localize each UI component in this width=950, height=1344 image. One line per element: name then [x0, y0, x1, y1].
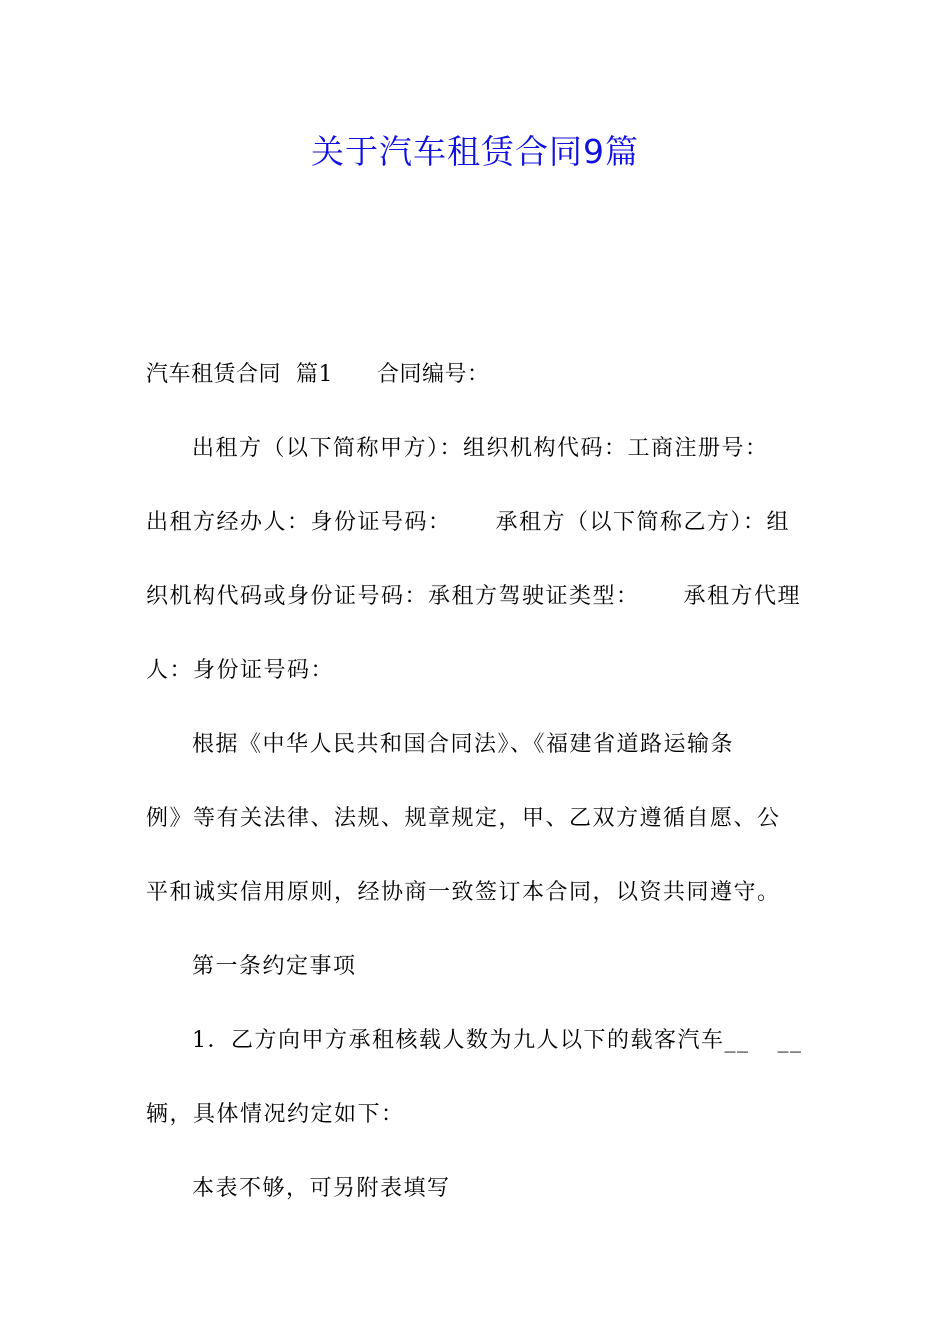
table-note [146, 1152, 806, 1226]
item-1-text-2: 辆，具体情况约定如下： [146, 1102, 405, 1127]
lessee-text-start: 承租方（以下简称乙方）：组 [495, 510, 791, 535]
document-title: 关于汽车租赁合同9篇 [311, 132, 639, 171]
preamble-line-1 [146, 708, 806, 782]
preamble-line-3 [146, 856, 806, 930]
section-title: 汽车租赁合同 篇1 [146, 362, 333, 387]
item-1-blank-b: __ [777, 1028, 803, 1053]
lessee-line [146, 560, 806, 634]
lessor-agent-line [146, 486, 806, 560]
lessor-text: 出租方（以下简称甲方）：组织机构代码：工商注册号： [192, 436, 769, 461]
lessee-agent-end: 人：身份证号码： [146, 658, 335, 683]
lessee-agent-line [146, 634, 806, 708]
contract-number-label: 合同编号： [376, 362, 490, 387]
lessor-line [146, 412, 806, 486]
item-1-line-2 [146, 1078, 806, 1152]
article-1-heading-text: 第一条约定事项 [192, 954, 357, 979]
document-body [146, 338, 806, 1226]
header-line [146, 338, 806, 412]
item-1-blank-a: __ [724, 1028, 750, 1053]
article-1-heading [146, 930, 806, 1004]
item-1-text: 1．乙方向甲方承租核载人数为九人以下的载客汽车 [192, 1028, 725, 1053]
preamble-text-2: 例》等有关法律、法规、规章规定，甲、乙双方遵循自愿、公 [146, 806, 781, 831]
lessor-agent-text: 出租方经办人：身份证号码： [146, 510, 452, 535]
table-note-text: 本表不够，可另附表填写 [192, 1176, 451, 1201]
preamble-text-1: 根据《中华人民共和国合同法》、《福建省道路运输条 [192, 732, 735, 757]
preamble-text-3: 平和诚实信用原则，经协商一致签订本合同，以资共同遵守。 [146, 880, 781, 905]
preamble-line-2 [146, 782, 806, 856]
lessee-agent-start: 承租方代理 [683, 584, 802, 609]
item-1-line-1 [146, 1004, 806, 1078]
lessee-text-cont: 织机构代码或身份证号码：承租方驾驶证类型： [146, 584, 640, 609]
